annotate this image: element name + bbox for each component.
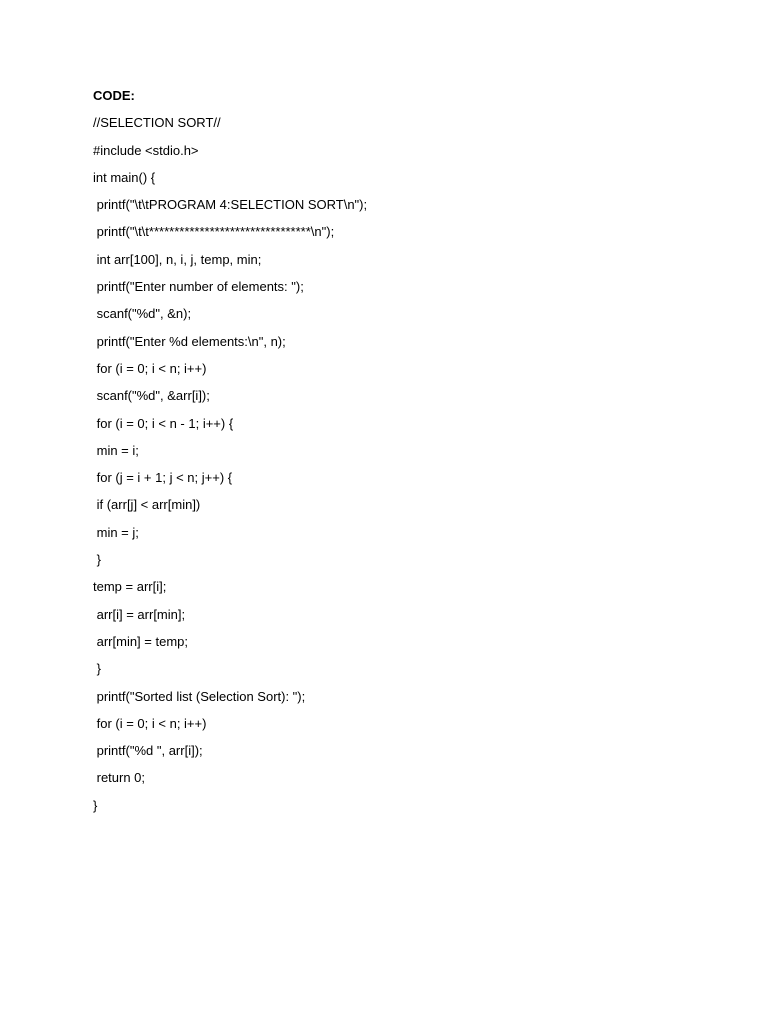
code-line: printf("Sorted list (Selection Sort): ");: [93, 688, 306, 704]
code-line: printf("Enter number of elements: ");: [93, 279, 304, 295]
code-line: }: [93, 797, 98, 813]
code-line: printf("\t\tPROGRAM 4:SELECTION SORT\n");: [93, 197, 368, 213]
code-line: int main() {: [93, 169, 156, 185]
code-line: temp = arr[i];: [93, 579, 167, 595]
code-line: }: [93, 552, 101, 568]
code-line: scanf("%d", &arr[i]);: [93, 388, 210, 404]
code-line: arr[i] = arr[min];: [93, 606, 186, 622]
code-line: for (i = 0; i < n; i++): [93, 360, 207, 376]
code-line: if (arr[j] < arr[min]): [93, 497, 201, 513]
code-line: for (j = i + 1; j < n; j++) {: [93, 470, 233, 486]
code-line: return 0;: [93, 770, 146, 786]
document-content: [93, 87, 713, 824]
code-line: scanf("%d", &n);: [93, 306, 192, 322]
code-heading: CODE:: [93, 88, 135, 103]
code-line: printf("%d ", arr[i]);: [93, 743, 203, 759]
code-line: min = j;: [93, 524, 139, 540]
code-line: //SELECTION SORT//: [93, 115, 221, 131]
code-line: }: [93, 661, 101, 677]
code-line: printf("\t\t********************************\n");: [93, 224, 335, 240]
code-line: arr[min] = temp;: [93, 633, 188, 649]
code-line: int arr[100], n, i, j, temp, min;: [93, 251, 262, 267]
code-line: #include <stdio.h>: [93, 142, 199, 158]
code-line: printf("Enter %d elements:\n", n);: [93, 333, 286, 349]
code-line: for (i = 0; i < n; i++): [93, 715, 207, 731]
code-line: min = i;: [93, 442, 139, 458]
code-line: for (i = 0; i < n - 1; i++) {: [93, 415, 234, 431]
